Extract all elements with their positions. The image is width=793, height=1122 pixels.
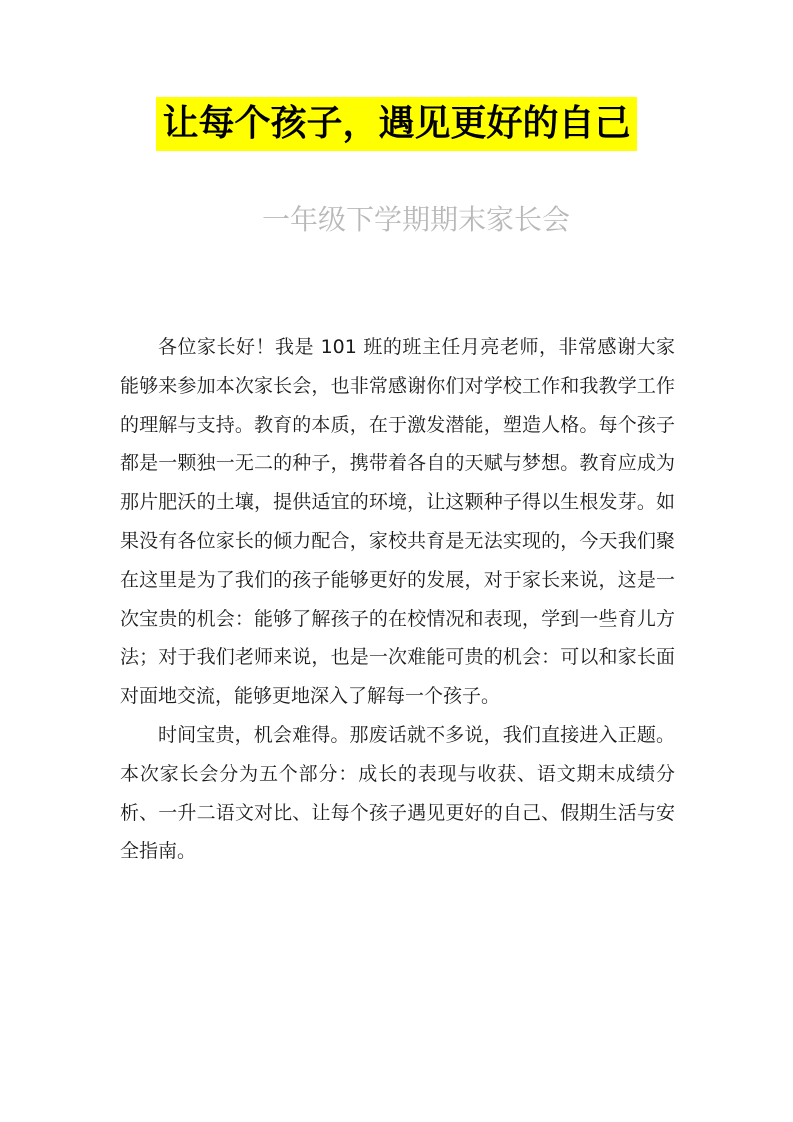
document-title: 让每个孩子，遇见更好的自己 [156, 97, 636, 151]
document-subtitle: 一年级下学期期末家长会 [262, 203, 571, 236]
paragraph: 时间宝贵，机会难得。那废话就不多说，我们直接进入正题。本次家长会分为五个部分：成长的表现与收获、语文期末成绩分析、一升二语文对比、让每个孩子遇见更好的自己、假期生活与安全指南。 [120, 723, 675, 863]
document-body [120, 328, 675, 871]
paragraph: 各位家长好！我是 101 班的班主任月亮老师，非常感谢大家能够来参加本次家长会，也非常感谢你们对学校工作和我教学工作的理解与支持。教育的本质，在于激发潜能，塑造人格。每个孩子都是一颗独一无二的种子，携带着各自的天赋与梦想。教育应成为那片肥沃的土壤，提供适宜的环境，让这颗种子得以生根发芽。如果没有各位家长的倾力配合，家校共育是无法实现的，今天我们聚在这里是为了我们的孩子能够更好的发展，对于家长来说，这是一次宝贵的机会：能够了解孩子的在校情况和表现，学到一些育儿方法；对于我们老师来说，也是一次难能可贵的机会：可以和家长面对面地交流，能够更地深入了解每一个孩子。 [120, 336, 675, 708]
title-block [0, 97, 793, 151]
